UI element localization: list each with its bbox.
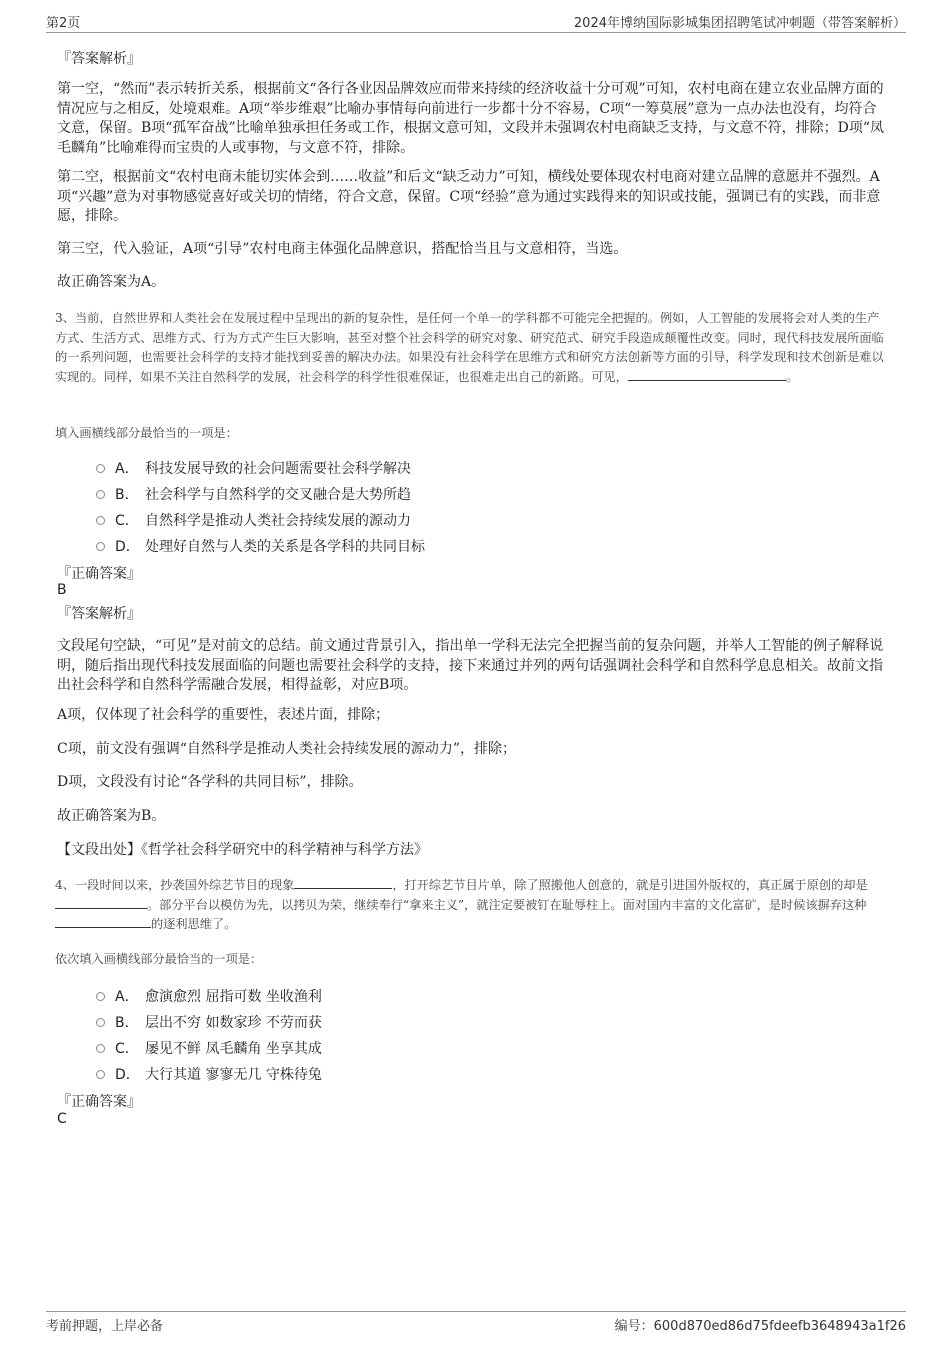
option-a[interactable] [96,458,411,478]
radio-button[interactable] [96,542,105,551]
radio-button[interactable] [96,992,105,1001]
correct-answer-statement: 故正确答案为A。 [57,274,166,290]
radio-button[interactable] [96,1044,105,1053]
footer-slogan: 考前押题，上岸必备 [46,1319,164,1334]
footer-divider [46,1311,906,1312]
radio-button[interactable] [96,1070,105,1079]
option-letter: D． [115,539,140,555]
correct-answer: C [57,1111,67,1127]
analysis-paragraph: C项，前文没有强调“自然科学是推动人类社会持续发展的源动力”，排除； [57,741,517,757]
fill-blank [294,876,392,889]
analysis-paragraph: D项，文段没有讨论“各学科的共同目标”，排除。 [57,774,363,790]
question-stem-text: ，打开综艺节目片单，除了照搬他人创意的，就是引进国外版权的，真正属于原创的却是 [392,878,868,892]
option-c[interactable] [96,510,411,530]
option-letter: A． [115,461,139,477]
option-text: 科技发展导致的社会问题需要社会科学解决 [145,461,411,477]
fill-blank [55,915,151,928]
option-letter: B． [115,1015,139,1031]
question-prompt: 依次填入画横线部分最恰当的一项是： [55,952,263,966]
option-text: 处理好自然与人类的关系是各学科的共同目标 [145,539,425,555]
analysis-paragraph: 第一空，“然而”表示转折关系，根据前文“各行各业因品牌效应而带来持续的经济收益十分可观”可知，农村电商在建立农业品牌方面的情况应与之相反，处境艰难。A项“举步维艰”比喻办事情每向前进行一步都十分不容易，C项“一筹莫展”意为一点办法也没有，均符合文意，保留。B项“孤军奋战”比喻单独承担任务或工作，根据文意可知，文段并未强调农村电商缺乏支持，与文意不符，排除；D项“凤毛麟角”比喻难得而宝贵的人或事物，与文意不符，排除。 [57,81,884,156]
radio-button[interactable] [96,1018,105,1027]
option-d[interactable] [96,1064,322,1084]
option-text: 自然科学是推动人类社会持续发展的源动力 [145,513,411,529]
question-stem-end: 。 [785,369,798,384]
analysis-paragraph: 第二空，根据前文“农村电商未能切实体会到……收益”和后文“缺乏动力”可知，横线处要体现农村电商对建立品牌的意愿并不强烈。A项“兴趣”意为对事物感觉喜好或关切的情绪，符合文意，保留。C项“经验”意为通过实践得来的知识或技能，强调已有的实践，而非意愿，排除。 [57,169,881,224]
option-text: 社会科学与自然科学的交叉融合是大势所趋 [145,487,411,503]
option-text: 屡见不鲜 凤毛麟角 坐享其成 [145,1041,322,1057]
question-stem-text: 。部分平台以模仿为先，以拷贝为荣，继续奉行“拿来主义”，就注定要被钉在耻辱柱上。面对国内丰富的文化富矿，是时候该摒弃这种 [147,897,867,912]
page-number: 第2页 [46,16,81,31]
option-letter: A． [115,989,139,1005]
option-text: 层出不穷 如数家珍 不劳而获 [145,1015,322,1031]
option-text: 愈演愈烈 屈指可数 坐收渔利 [145,989,322,1005]
analysis-paragraph: A项，仅体现了社会科学的重要性，表述片面，排除； [57,707,390,723]
option-b[interactable] [96,484,411,504]
question-stem-text: 4、一段时间以来，抄袭国外综艺节目的现象 [55,878,295,892]
header-divider [46,32,906,33]
option-letter: C． [115,513,139,529]
document-title: 2024年博纳国际影城集团招聘笔试冲刺题（带答案解析） [573,16,906,31]
question-stem [55,876,890,935]
option-a[interactable] [96,986,322,1006]
radio-button[interactable] [96,464,105,473]
question-prompt: 填入画横线部分最恰当的一项是： [55,426,238,440]
option-c[interactable] [96,1038,322,1058]
question-stem [55,309,890,387]
correct-answer: B [57,582,67,598]
correct-answer-tag: 『正确答案』 [57,566,141,582]
fill-blank [628,368,786,381]
fill-blank [55,896,147,909]
option-letter: D． [115,1067,140,1083]
analysis-tag: 『答案解析』 [57,606,141,622]
radio-button[interactable] [96,516,105,525]
analysis-paragraph: 文段尾句空缺，“可见”是对前文的总结。前文通过背景引入，指出单一学科无法完全把握当前的复杂问题，并举人工智能的例子解释说明，随后指出现代科技发展面临的问题也需要社会科学的支持，接下来通过并列的两句话强调社会科学和自然科学息息相关。故前文指出社会科学和自然科学需融合发展，相得益彰，对应B项。 [57,638,884,693]
radio-button[interactable] [96,490,105,499]
source-citation: 【文段出处】《哲学社会科学研究中的科学精神与科学方法》 [57,842,428,858]
option-b[interactable] [96,1012,322,1032]
question-stem-text: 的逐利思维了。 [151,917,237,931]
option-d[interactable] [96,536,425,556]
correct-answer-statement: 故正确答案为B。 [57,808,166,824]
option-letter: B． [115,487,139,503]
analysis-paragraph: 第三空，代入验证，A项“引导”农村电商主体强化品牌意识，搭配恰当且与文意相符，当选。 [57,241,628,257]
option-letter: C． [115,1041,139,1057]
correct-answer-tag: 『正确答案』 [57,1094,141,1110]
question-stem-text: 3、当前，自然世界和人类社会在发展过程中呈现出的新的复杂性，是任何一个单一的学科都不可能完全把握的。例如，人工智能的发展将会对人类的生产方式、生活方式、思维方式、行为方式产生巨大影响，甚至对整个社会科学的研究对象、研究范式、研究手段造成颠覆性改变。同时，现代科技发展所面临的一系列问题，也需要社会科学的支持才能找到妥善的解决办法。如果没有社会科学在思维方式和研究方法创新等方面的引导，科学发现和技术创新是难以实现的。同样，如果不关注自然科学的发展，社会科学的科学性很难保证，也很难走出自己的新路。可见， [55,311,884,384]
analysis-tag: 『答案解析』 [57,51,141,67]
option-text: 大行其道 寥寥无几 守株待兔 [145,1067,322,1083]
document-id: 编号：600d870ed86d75fdeefb3648943a1f26 [614,1319,906,1334]
